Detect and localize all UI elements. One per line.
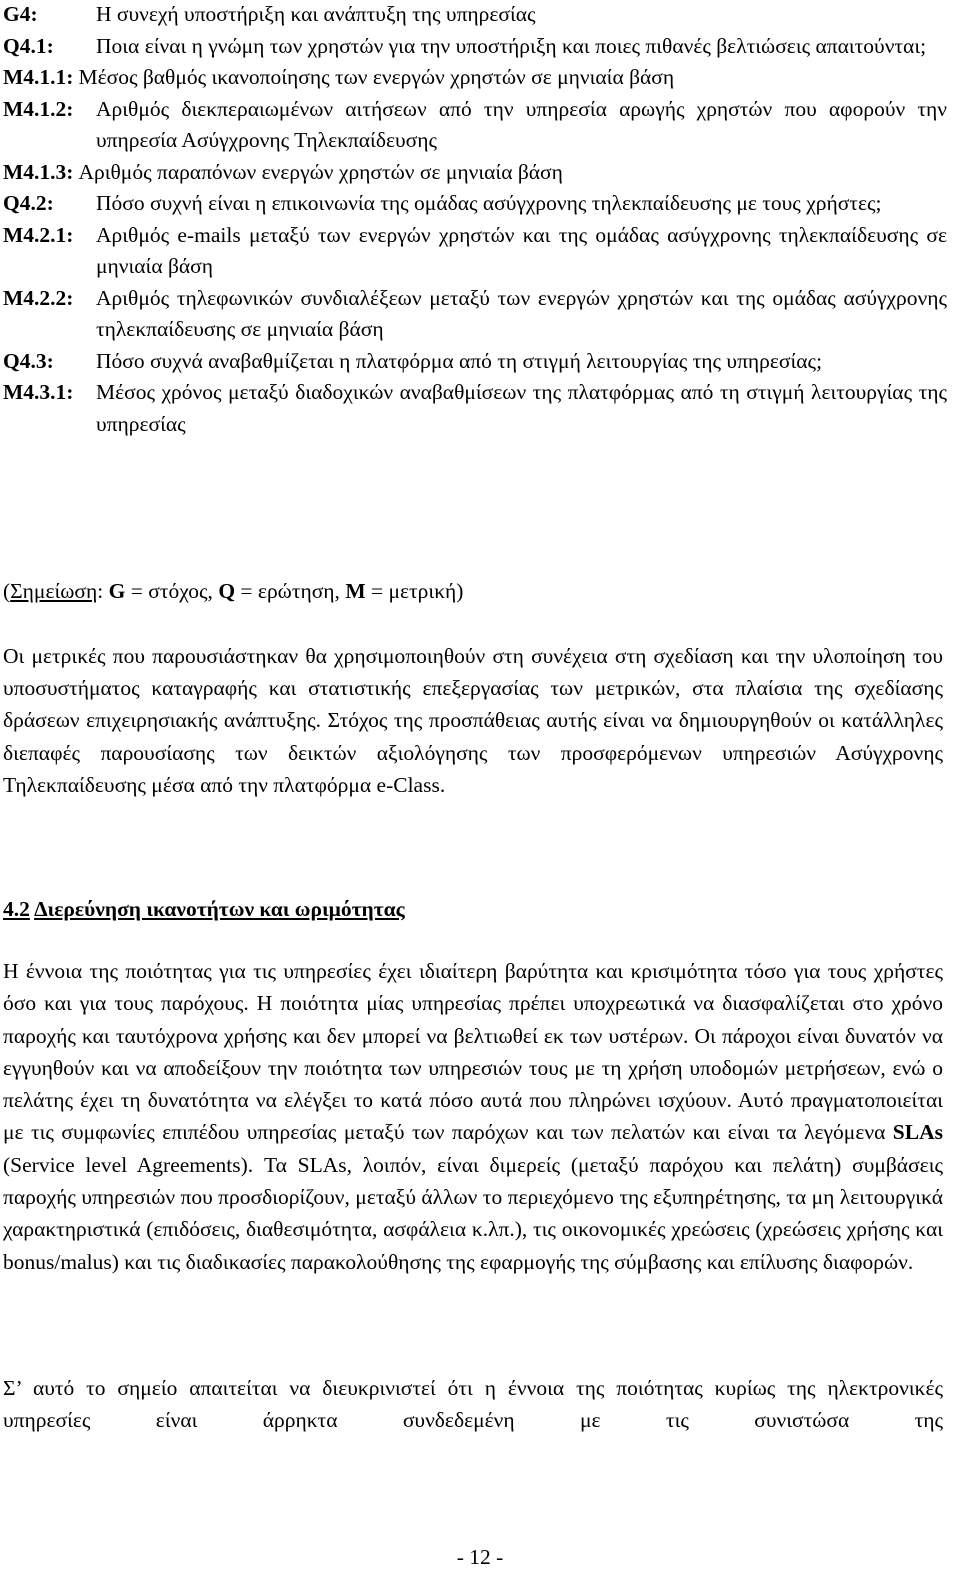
gqm-code: Q4.3: (3, 348, 54, 373)
gqm-code: M4.2.1: (3, 222, 74, 247)
gqm-metric-m4-1-1 (3, 62, 947, 94)
gqm-metric-m4-1-2 (3, 94, 947, 157)
gqm-text: Πόσο συχνά αναβαθμίζεται η πλατφόρμα από τη στιγμή λειτουργίας της υπηρεσίας; (96, 348, 823, 373)
gqm-question-q4-2 (3, 188, 947, 220)
paragraph-quality (3, 955, 943, 1278)
gqm-text: Πόσο συχνή είναι η επικοινωνία της ομάδας ασύγχρονης τηλεκπαίδευσης με τους χρήστες; (96, 191, 882, 215)
gqm-text: Η συνεχή υποστήριξη και ανάπτυξη της υπηρεσίας (96, 2, 536, 26)
para2-bold-slas: SLAs (892, 1120, 943, 1145)
gqm-list (3, 0, 947, 440)
gqm-code: M4.1.3: (3, 159, 74, 184)
gqm-text: Αριθμός παραπόνων ενεργών χρηστών σε μηνιαία βάση (78, 159, 563, 184)
gqm-text: Αριθμός e-mails μεταξύ των ενεργών χρηστών και της ομάδας ασύγχρονης τηλεκπαίδευσης σε μηνιαία βάση (96, 222, 947, 278)
section-title-text: Διερεύνηση ικανοτήτων και ωριμότητας (34, 897, 405, 921)
note-q-key: Q (218, 579, 236, 603)
gqm-code: G4: (3, 2, 38, 26)
gqm-metric-m4-1-3 (3, 157, 947, 189)
gqm-text: Αριθμός διεκπεραιωμένων αιτήσεων από την υπηρεσία αρωγής χρηστών που αφορούν την υπηρεσία Ασύγχρονης Τηλεκπαίδευσης (96, 96, 947, 152)
gqm-text: Μέσος βαθμός ικανοποίησης των ενεργών χρηστών σε μηνιαία βάση (78, 65, 675, 89)
note-m-key: M (345, 579, 366, 603)
gqm-text: Αριθμός τηλεφωνικών συνδιαλέξεων μεταξύ των ενεργών χρηστών και της ομάδας ασύγχρονης τηλεκπαίδευσης σε μηνιαία βάση (96, 285, 947, 341)
gqm-goal-g4 (3, 0, 947, 31)
gqm-text: Μέσος χρόνος μεταξύ διαδοχικών αναβαθμίσεων της πλατφόρμας από τη στιγμή λειτουργίας της υπηρεσίας (96, 380, 947, 436)
gqm-metric-m4-2-1 (3, 220, 947, 283)
gqm-text: Ποια είναι η γνώμη των χρηστών για την υποστήριξη και ποιες πιθανές βελτιώσεις απαιτούνται; (96, 33, 927, 58)
note-q-val: = ερώτηση, (235, 579, 346, 603)
section-number: 4.2 (3, 897, 30, 921)
gqm-code: M4.3.1: (3, 380, 74, 404)
note-label: Σημείωση (10, 579, 98, 603)
note-g-key: G (108, 579, 126, 603)
gqm-question-q4-3 (3, 346, 947, 378)
note-g-val: = στόχος, (125, 579, 219, 603)
gqm-question-q4-1 (3, 31, 947, 63)
legend-note (3, 575, 947, 607)
gqm-code: M4.1.2: (3, 96, 74, 121)
paragraph-metrics-usage: Οι μετρικές που παρουσιάστηκαν θα χρησιμοποιηθούν στη συνέχεια στη σχεδίαση και την υλοποίηση του υποσυστήματος καταγραφής και στατιστικής επεξεργασίας των μετρικών, στα πλαίσια της σχεδίασης δράσεων επιχειρησιακής ανάπτυξης. Στόχος της προσπάθειας αυτής είναι να δημιουργηθούν οι κατάλληλες διεπαφές παρουσίασης των δεικτών αξιολόγησης των προσφερόμενων υπηρεσιών Ασύγχρονης Τηλεκπαίδευσης μέσα από την πλατφόρμα e-Class. (3, 644, 943, 797)
gqm-code: M4.2.2: (3, 285, 74, 310)
gqm-metric-m4-3-1 (3, 377, 947, 440)
gqm-code: Q4.2: (3, 191, 54, 215)
note-m-val: = μετρική) (365, 579, 464, 603)
gqm-code: Q4.1: (3, 33, 54, 58)
gqm-code: M4.1.1: (3, 65, 74, 89)
section-heading (3, 893, 405, 925)
note-open: ( (3, 579, 11, 603)
para2-before: Η έννοια της ποιότητας για τις υπηρεσίες έχει ιδιαίτερη βαρύτητα και κρισιμότητα τόσο για τους χρήστες όσο και για τους παρόχους. Η ποιότητα μίας υπηρεσίας πρέπει υποχρεωτικά να διασφαλίζεται στο χρόνο παροχής και ταυτόχρονα χρήσης και δεν μπορεί να βελτιωθεί εκ των υστέρων. Οι πάροχοι είναι δυνατόν να εγγυηθούν και να αποδείξουν την ποιότητα των υπηρεσιών τους με τη χρήση υποδομών μετρήσεων, ενώ ο πελάτης έχει τη δυνατότητα να ελέγξει το κατά πόσο αυτά που πληρώνει ισχύουν. Αυτό πραγματοποιείται με τις συμφωνίες επιπέδου υπηρεσίας μεταξύ των παρόχων και των πελατών και είναι τα λεγόμενα (3, 959, 943, 1145)
paragraph-clarification: Σ’ αυτό το σημείο απαιτείται να διευκρινιστεί ότι η έννοια της ποιότητας κυρίως της ηλεκτρονικές υπηρεσίες είναι άρρηκτα συνδεδεμένη με τις συνιστώσα της (3, 1376, 943, 1433)
page-number: - 12 - (456, 1545, 504, 1569)
gqm-metric-m4-2-2 (3, 283, 947, 346)
note-sep: : (97, 579, 109, 603)
para2-after: (Service level Agreements). Τα SLAs, λοιπόν, είναι διμερείς (μεταξύ παρόχου και πελάτη) συμβάσεις παροχής υπηρεσιών που προσδιορίζουν, μεταξύ άλλων το περιεχόμενο της εξυπηρέτησης, τα μη λειτουργικά χαρακτηριστικά (επιδόσεις, διαθεσιμότητα, ασφάλεια κ.λπ.), τις οικονομικές χρεώσεις (χρεώσεις χρήσης και bonus/malus) και τις διαδικασίες παρακολούθησης της εφαρμογής της σύμβασης και επίλυσης διαφορών. (3, 1152, 943, 1274)
